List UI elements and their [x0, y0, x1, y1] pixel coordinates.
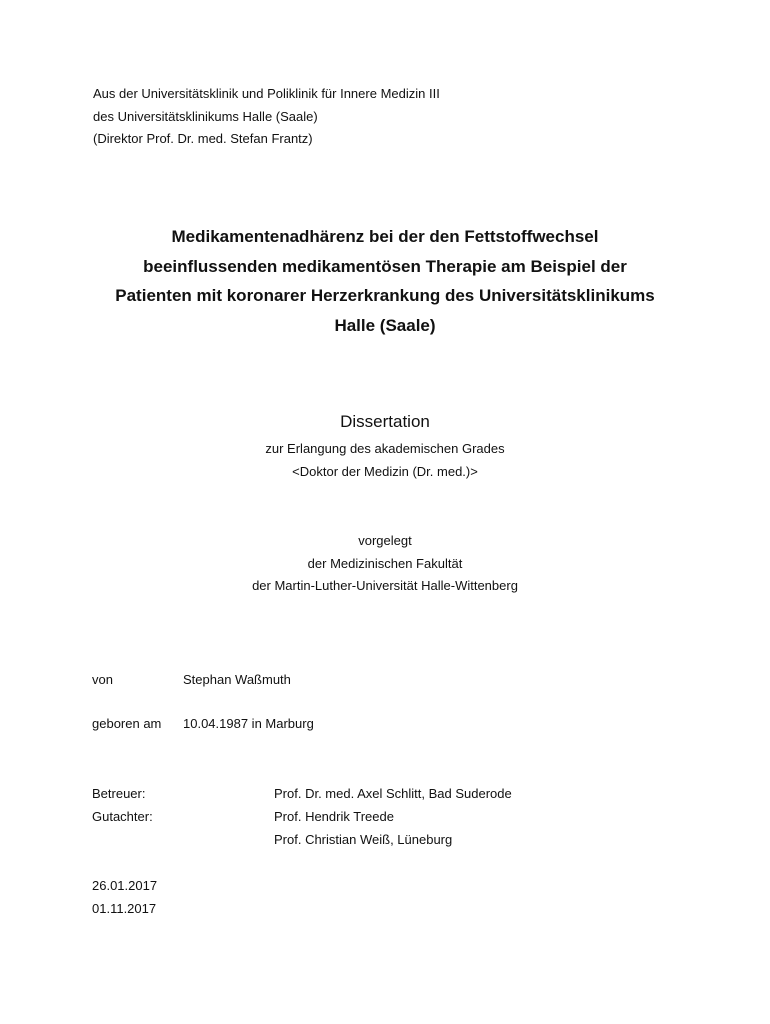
institution-line: des Universitätsklinikums Halle (Saale) — [93, 108, 318, 124]
title-line: Medikamentenadhärenz bei der den Fettstoffwechsel — [171, 227, 599, 246]
submitted-line: vorgelegt — [358, 533, 412, 548]
title-line: Patienten mit koronarer Herzerkrankung des Universitätsklinikums — [115, 286, 655, 305]
supervisor-label: Betreuer: — [92, 786, 146, 801]
thesis-title — [0, 222, 770, 340]
reviewer-value: Prof. Hendrik Treede — [274, 809, 394, 824]
reviewer-value: Prof. Christian Weiß, Lüneburg — [274, 832, 453, 847]
academic-grade — [0, 438, 770, 483]
submitted-to — [0, 530, 770, 598]
dissertation-heading: Dissertation — [340, 412, 430, 431]
title-line: beeinflussenden medikamentösen Therapie am Beispiel der — [143, 256, 627, 276]
supervisor-value: Prof. Dr. med. Axel Schlitt, Bad Suderode — [274, 786, 512, 801]
submitted-line: der Medizinischen Fakultät — [307, 555, 463, 571]
author-name: Stephan Waßmuth — [183, 672, 291, 687]
institution-line: Aus der Universitätsklinik und Poliklinik für Innere Medizin III — [93, 86, 440, 101]
reviewers-label: Gutachter: — [92, 809, 153, 824]
birth-label: geboren am — [92, 716, 162, 731]
birth-value: 10.04.1987 in Marburg — [183, 716, 314, 731]
title-line: Halle (Saale) — [334, 315, 436, 335]
date-line: 01.11.2017 — [92, 901, 157, 916]
director-line: (Direktor Prof. Dr. med. Stefan Frantz) — [93, 131, 313, 146]
author-label: von — [92, 672, 113, 687]
institution-header — [93, 83, 440, 151]
grade-line: <Doktor der Medizin (Dr. med.)> — [292, 463, 478, 479]
date-line: 26.01.2017 — [92, 878, 158, 893]
grade-line: zur Erlangung des akademischen Grades — [265, 441, 505, 456]
submitted-line: der Martin-Luther-Universität Halle-Wittenberg — [252, 578, 518, 593]
